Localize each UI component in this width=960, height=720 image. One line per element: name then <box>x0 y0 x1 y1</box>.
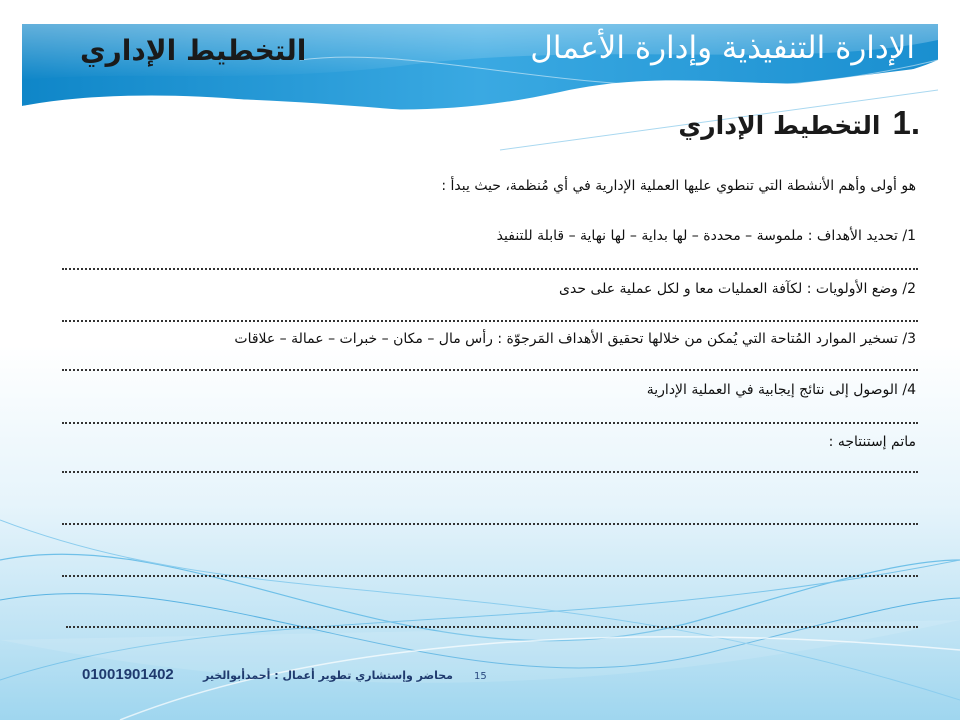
dotted-answer-line-1 <box>62 268 918 270</box>
section-heading <box>678 104 920 142</box>
section-number: 1. <box>892 104 920 141</box>
intro-text: هو أولى وأهم الأنشطة التي تنطوي عليها العملية الإدارية في أي مُنظمة، حيث يبدأ : <box>441 178 916 194</box>
dotted-answer-line-5 <box>62 471 918 473</box>
header-title: الإدارة التنفيذية وإدارة الأعمال <box>530 30 915 66</box>
dotted-answer-line-2 <box>62 320 918 322</box>
section-title: التخطيط الإداري <box>678 111 881 140</box>
header-subtitle: التخطيط الإداري <box>80 34 307 67</box>
list-item-3: 3/ تسخير الموارد المُتاحة التي يُمكن من خلالها تحقيق الأهداف المَرجوّة : رأس مال – مكان – خبرات – عمالة – علاقات <box>234 331 916 347</box>
dotted-answer-line-6 <box>62 523 918 525</box>
dotted-answer-line-4 <box>62 422 918 424</box>
list-item-1: 1/ تحديد الأهداف : ملموسة – محددة – لها بداية – لها نهاية – قابلة للتنفيذ <box>496 228 916 244</box>
page-number: 15 <box>474 671 487 682</box>
list-item-4: 4/ الوصول إلى نتائج إيجابية في العملية الإدارية <box>646 382 916 398</box>
dotted-answer-line-3 <box>62 369 918 371</box>
footer-credit: محاضر وإستشاري تطوير أعمال : أحمدأبوالخير <box>203 669 453 682</box>
list-item-2: 2/ وضع الأولويات : لكآفة العمليات معا و لكل عملية على حدى <box>559 281 916 297</box>
dotted-answer-line-7 <box>62 575 918 577</box>
dotted-answer-line-8 <box>66 626 918 628</box>
conclusion-label: ماتم إستنتاجه : <box>828 434 916 450</box>
footer-phone: 01001901402 <box>82 666 174 683</box>
